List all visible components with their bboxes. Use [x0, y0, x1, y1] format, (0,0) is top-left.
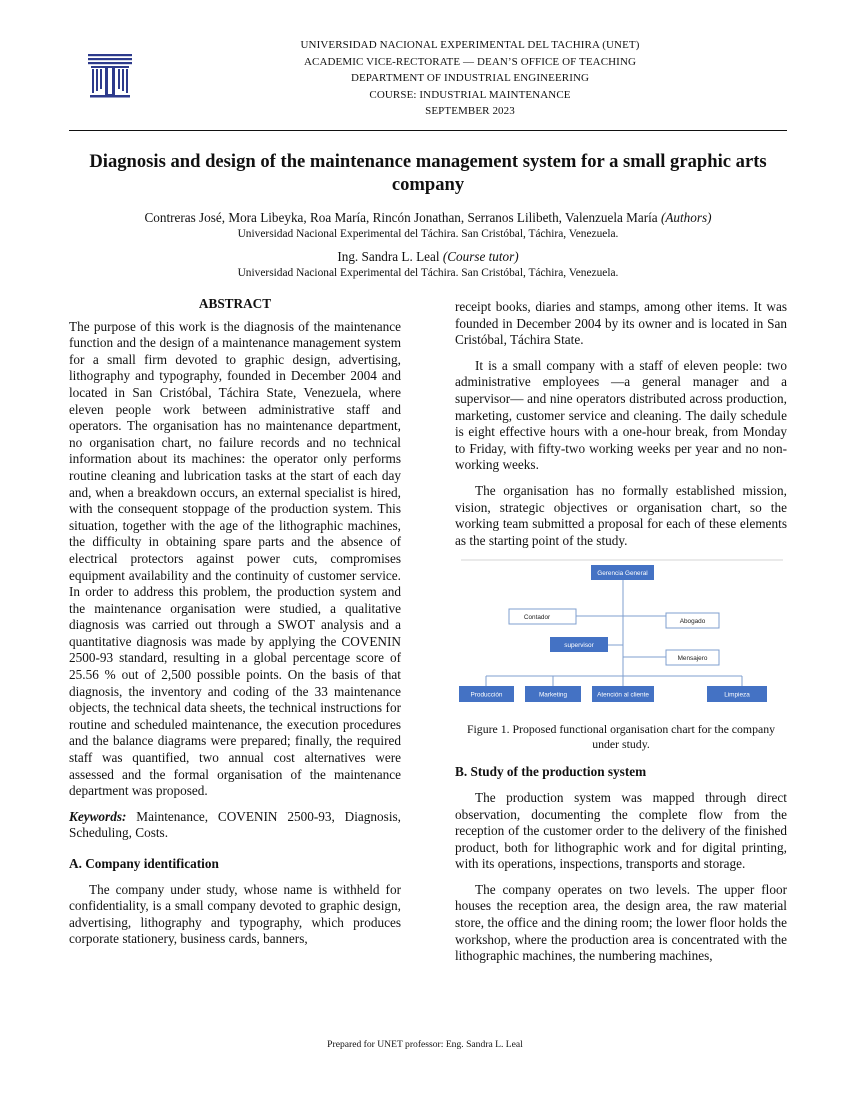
header-line: DEPARTMENT OF INDUSTRIAL ENGINEERING — [350, 72, 590, 84]
header-line: SEPTEMBER 2023 — [425, 105, 515, 117]
node-gerencia-label: Gerencia General — [597, 570, 648, 578]
section-a-paragraph: The company under study, whose name is withheld for confidentiality, is a small company devoted to graphic design, advertising, lithography and typography, which produces corporate stationery, business cards, banners, — [69, 881, 401, 947]
abstract-text: The purpose of this work is the diagnosis of the maintenance function and the design of a maintenance management system for a small firm devoted to graphic design, advertising, lithography and typography, founded in December 2004 and located in San Cristóbal, Táchira State, Venezuela, where eleven people work between administrative staff and operators. The organisation has no maintenance department, no organisation chart, no failure records and no technical information about its machines: the operator only performs routine cleaning and lubrication tasks at the start of each day and, when a breakdown occurs, an external specialist is hired, with the consequent stoppage of the production system. This situation, together with the age of the lithographic machines, the difficulty in obtaining spare parts and the absence of electrical protectors against power cuts, compromises equipment availability and the continuity of customer service. In order to address this problem, the production system and the maintenance organisation were studied, a qualitative diagnosis was carried out through a SWOT analysis and a quantitative diagnosis was made by applying the COVENIN 2500-93 standard, resulting in a global percentage score of 25.56 % out of 2,500 possible points. On the basis of that diagnosis, the inventory and coding of the 33 maintenance objects, the technical data sheets, the technical instructions for routine and scheduled maintenance, the execution procedures and the balance diagrams were prepared; finally, the required staff was quantified, two annual cost alternatives were assessed and the formal organisation of the maintenance department was proposed. — [69, 318, 401, 799]
section-a-heading: A. Company identification — [69, 856, 219, 871]
keywords — [69, 809, 401, 842]
node-marketing-label: Marketing — [538, 691, 568, 699]
keywords-label: Keywords: — [69, 808, 127, 824]
node-atencion-label: Atención al cliente — [597, 691, 649, 699]
tutor-name: Ing. Sandra L. Leal — [337, 249, 440, 264]
node-abogado-label: Abogado — [679, 618, 706, 626]
node-produccion-label: Producción — [470, 691, 503, 699]
org-chart-connectors — [486, 580, 742, 686]
header-rule — [69, 130, 787, 131]
author-affiliation: Universidad Nacional Experimental del Táchira. San Cristóbal, Táchira, Venezuela. — [237, 228, 619, 240]
tutor-role: (Course tutor) — [442, 249, 519, 264]
author-names — [69, 209, 787, 226]
section-b-paragraph: The production system was mapped through direct observation, documenting the complete flow from the reception of the customer order to the delivery of the finished product, both for lithographic work and for digital printing, with its operations, inspections, transports and storage. — [455, 789, 787, 872]
author-block — [69, 209, 787, 281]
authors-role: (Authors) — [660, 210, 712, 225]
node-contador-label: Contador — [523, 614, 551, 622]
figure-caption: Figure 1. Proposed functional organisation chart for the company under study. — [466, 722, 776, 752]
institution-header — [180, 37, 760, 120]
header-line: ACADEMIC VICE-RECTORATE — DEAN’S OFFICE OF TEACHING — [303, 55, 637, 68]
abstract-heading: ABSTRACT — [198, 296, 272, 311]
header-line: COURSE: INDUSTRIAL MAINTENANCE — [369, 88, 571, 101]
section-a-paragraph-continued: receipt books, diaries and stamps, among other items. It was founded in December 2004 by its owner and is located in San Cristóbal, Táchira State. — [455, 299, 787, 348]
node-mensajero-label: Mensajero — [677, 655, 708, 663]
section-b-paragraph: The company operates on two levels. The upper floor houses the reception area, the design area, the raw material store, the office and the dining room; the lower floor holds the workshop, where the production area is concentrated with the lithographic machines, the numbering machines, — [455, 881, 787, 964]
tutor-affiliation: Universidad Nacional Experimental del Táchira. San Cristóbal, Táchira, Venezuela. — [237, 267, 619, 279]
keywords-text: Maintenance, COVENIN 2500-93, Diagnosis, Scheduling, Costs. — [69, 808, 401, 841]
node-limpieza-label: Limpieza — [724, 691, 750, 699]
right-column — [455, 299, 787, 974]
org-chart — [455, 558, 787, 718]
paper-title: Diagnosis and design of the maintenance management system for a small graphic arts company — [89, 151, 767, 195]
section-b-heading: B. Study of the production system — [455, 764, 647, 780]
university-logo — [88, 54, 132, 98]
org-chart-figure — [455, 558, 787, 718]
section-a-paragraph: It is a small company with a staff of eleven people: two administrative employees —a general manager and a supervisor— and nine operators distributed across production, marketing, customer service and cleaning. The daily schedule is eight effective hours with a one-hour break, from Monday to Friday, with fifty-two working weeks per year and no non-working weeks. — [455, 357, 787, 473]
authors: Contreras José, Mora Libeyka, Roa María, Rincón Jonathan, Serranos Lilibeth, Valenzuela María — [144, 210, 658, 225]
page-footer: Prepared for UNET professor: Eng. Sandra L. Leal — [327, 1039, 523, 1050]
section-a-paragraph: The organisation has no formally established mission, vision, strategic objectives or organisation chart, so the working team submitted a proposal for each of these elements as the starting point of the study. — [455, 482, 787, 548]
header-line: UNIVERSIDAD NACIONAL EXPERIMENTAL DEL TACHIRA (UNET) — [300, 39, 640, 51]
left-column — [69, 296, 401, 957]
node-supervisor-label: supervisor — [564, 642, 594, 650]
tutor-line — [69, 248, 787, 265]
